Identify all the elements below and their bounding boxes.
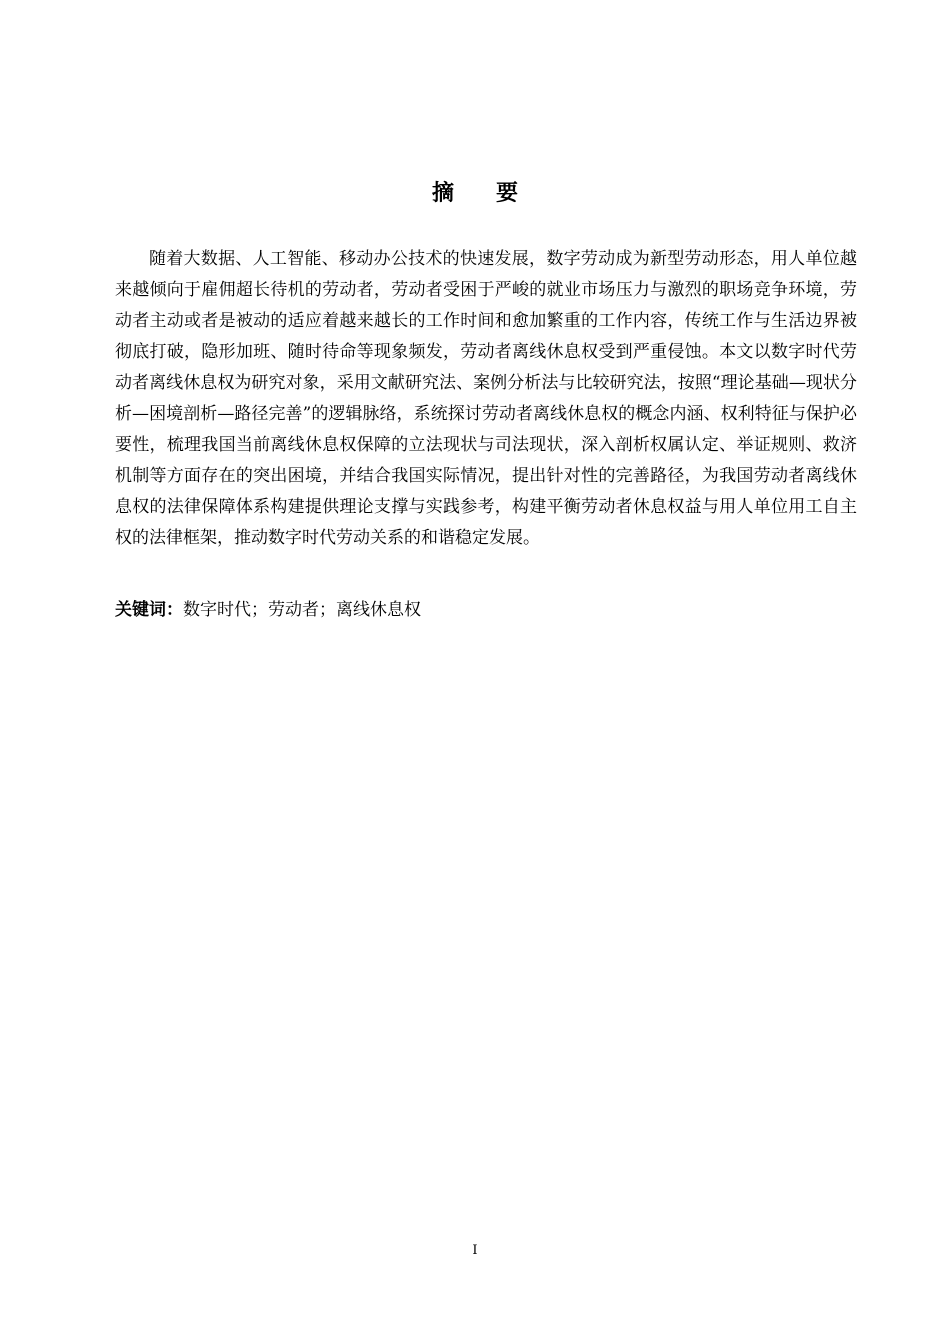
abstract-body: 随着大数据、人工智能、移动办公技术的快速发展，数字劳动成为新型劳动形态，用人单位越来越倾向于雇佣超长待机的劳动者，劳动者受困于严峻的就业市场压力与激烈的职场竞争环境，劳动者主动或者是被动的适应着越来越长的工作时间和愈加繁重的工作内容，传统工作与生活边界被彻底打破，隐形加班、随时待命等现象频发，劳动者离线休息权受到严重侵蚀。本文以数字时代劳动者离线休息权为研究对象，采用文献研究法、案例分析法与比较研究法，按照“理论基础—现状分析—困境剖析—路径完善”的逻辑脉络，系统探讨劳动者离线休息权的概念内涵、权利特征与保护必要性，梳理我国当前离线休息权保障的立法现状与司法现状，深入剖析权属认定、举证规则、救济机制等方面存在的突出困境，并结合我国实际情况，提出针对性的完善路径，为我国劳动者离线休息权的法律保障体系构建提供理论支撑与实践参考，构建平衡劳动者休息权益与用人单位用工自主权的法律框架，推动数字时代劳动关系的和谐稳定发展。 bbox=[115, 249, 857, 548]
abstract-title: 摘要 bbox=[431, 181, 560, 206]
keywords-value: 数字时代；劳动者；离线休息权 bbox=[183, 600, 421, 620]
keywords-line bbox=[115, 595, 857, 626]
page-number: I bbox=[472, 1243, 478, 1258]
keywords-label: 关键词： bbox=[115, 600, 183, 620]
